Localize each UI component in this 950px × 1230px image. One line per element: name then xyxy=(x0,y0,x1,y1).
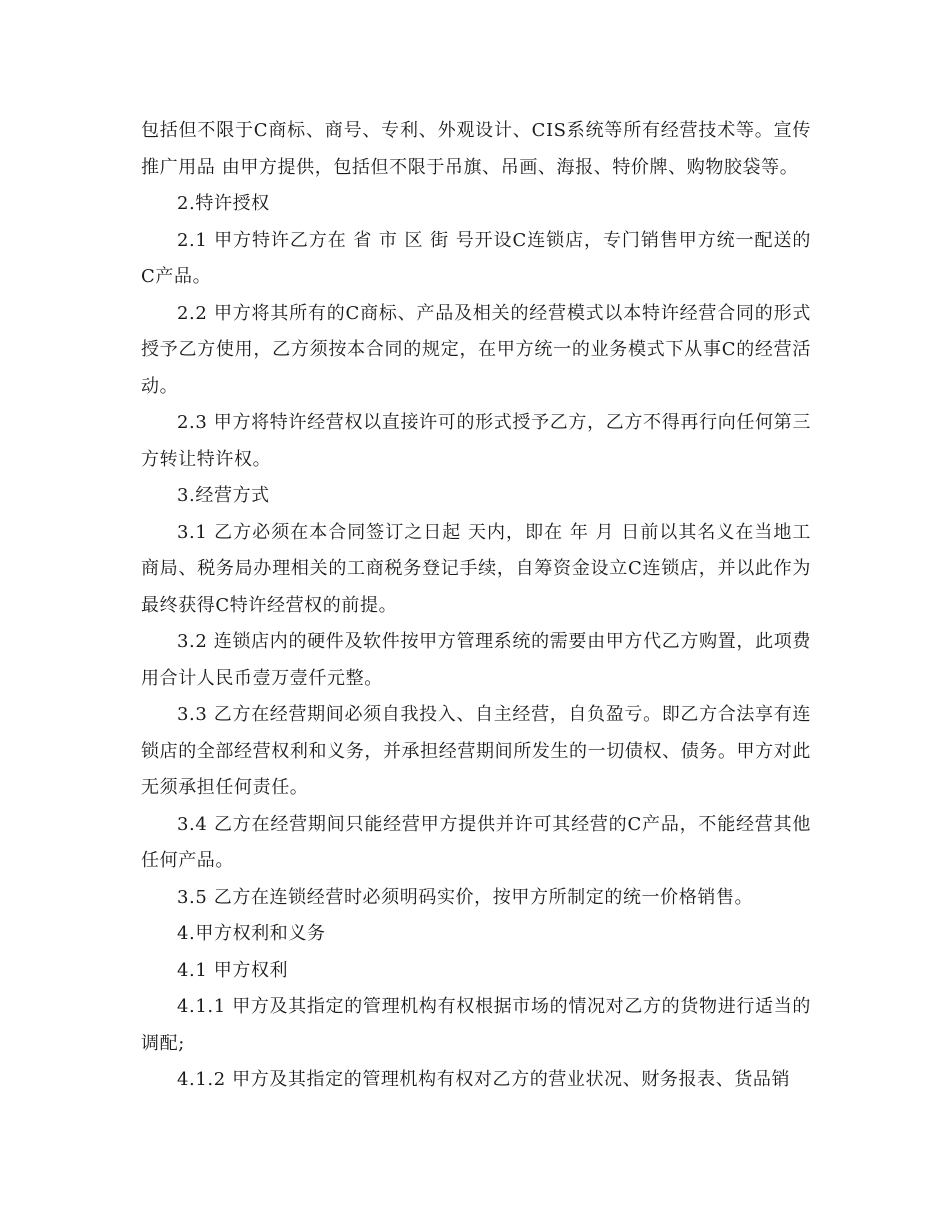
paragraph-scope-continuation: 包括但不限于C商标、商号、专利、外观设计、CIS系统等所有经营技术等。宣传推广用品 由甲方提供，包括但不限于吊旗、吊画、海报、特价牌、购物胶袋等。 xyxy=(141,120,811,178)
heading-3-operation-mode: 3.经营方式 xyxy=(177,485,270,506)
clause-4-1: 4.1 甲方权利 xyxy=(177,959,289,981)
clause-4-1-1: 4.1.1 甲方及其指定的管理机构有权根据市场的情况对乙方的货物进行适当的调配; xyxy=(141,996,811,1054)
heading-4-party-a-rights: 4.甲方权利和义务 xyxy=(177,923,326,944)
clause-3-2: 3.2 连锁店内的硬件及软件按甲方管理系统的需要由甲方代乙方购置，此项费用合计人民币壹万壹仟元整。 xyxy=(141,631,811,689)
clause-2-1: 2.1 甲方特许乙方在 省 市 区 街 号开设C连锁店，专门销售甲方统一配送的C产品。 xyxy=(141,229,811,287)
clause-3-5: 3.5 乙方在连锁经营时必须明码实价，按甲方所制定的统一价格销售。 xyxy=(177,886,754,908)
clause-3-4: 3.4 乙方在经营期间只能经营甲方提供并许可其经营的C产品，不能经营其他任何产品。 xyxy=(141,813,811,871)
clause-3-1: 3.1 乙方必须在本合同签订之日起 天内，即在 年 月 日前以其名义在当地工商局、税务局办理相关的工商税务登记手续，自筹资金设立C连锁店，并以此作为最终获得C特许经营权的前提。 xyxy=(141,521,811,616)
clause-2-2: 2.2 甲方将其所有的C商标、产品及相关的经营模式以本特许经营合同的形式授予乙方使用，乙方须按本合同的规定，在甲方统一的业务模式下从事C的经营活动。 xyxy=(141,302,811,397)
clause-4-1-2: 4.1.2 甲方及其指定的管理机构有权对乙方的营业状况、财务报表、货品销 xyxy=(177,1069,791,1090)
document-body xyxy=(141,113,811,1099)
clause-3-3: 3.3 乙方在经营期间必须自我投入、自主经营，自负盈亏。即乙方合法享有连锁店的全部经营权利和义务，并承担经营期间所发生的一切债权、债务。甲方对此无须承担任何责任。 xyxy=(141,704,811,798)
clause-2-3: 2.3 甲方将特许经营权以直接许可的形式授予乙方，乙方不得再行向任何第三方转让特许权。 xyxy=(141,412,811,470)
heading-2-franchise-grant: 2.特许授权 xyxy=(177,193,270,214)
